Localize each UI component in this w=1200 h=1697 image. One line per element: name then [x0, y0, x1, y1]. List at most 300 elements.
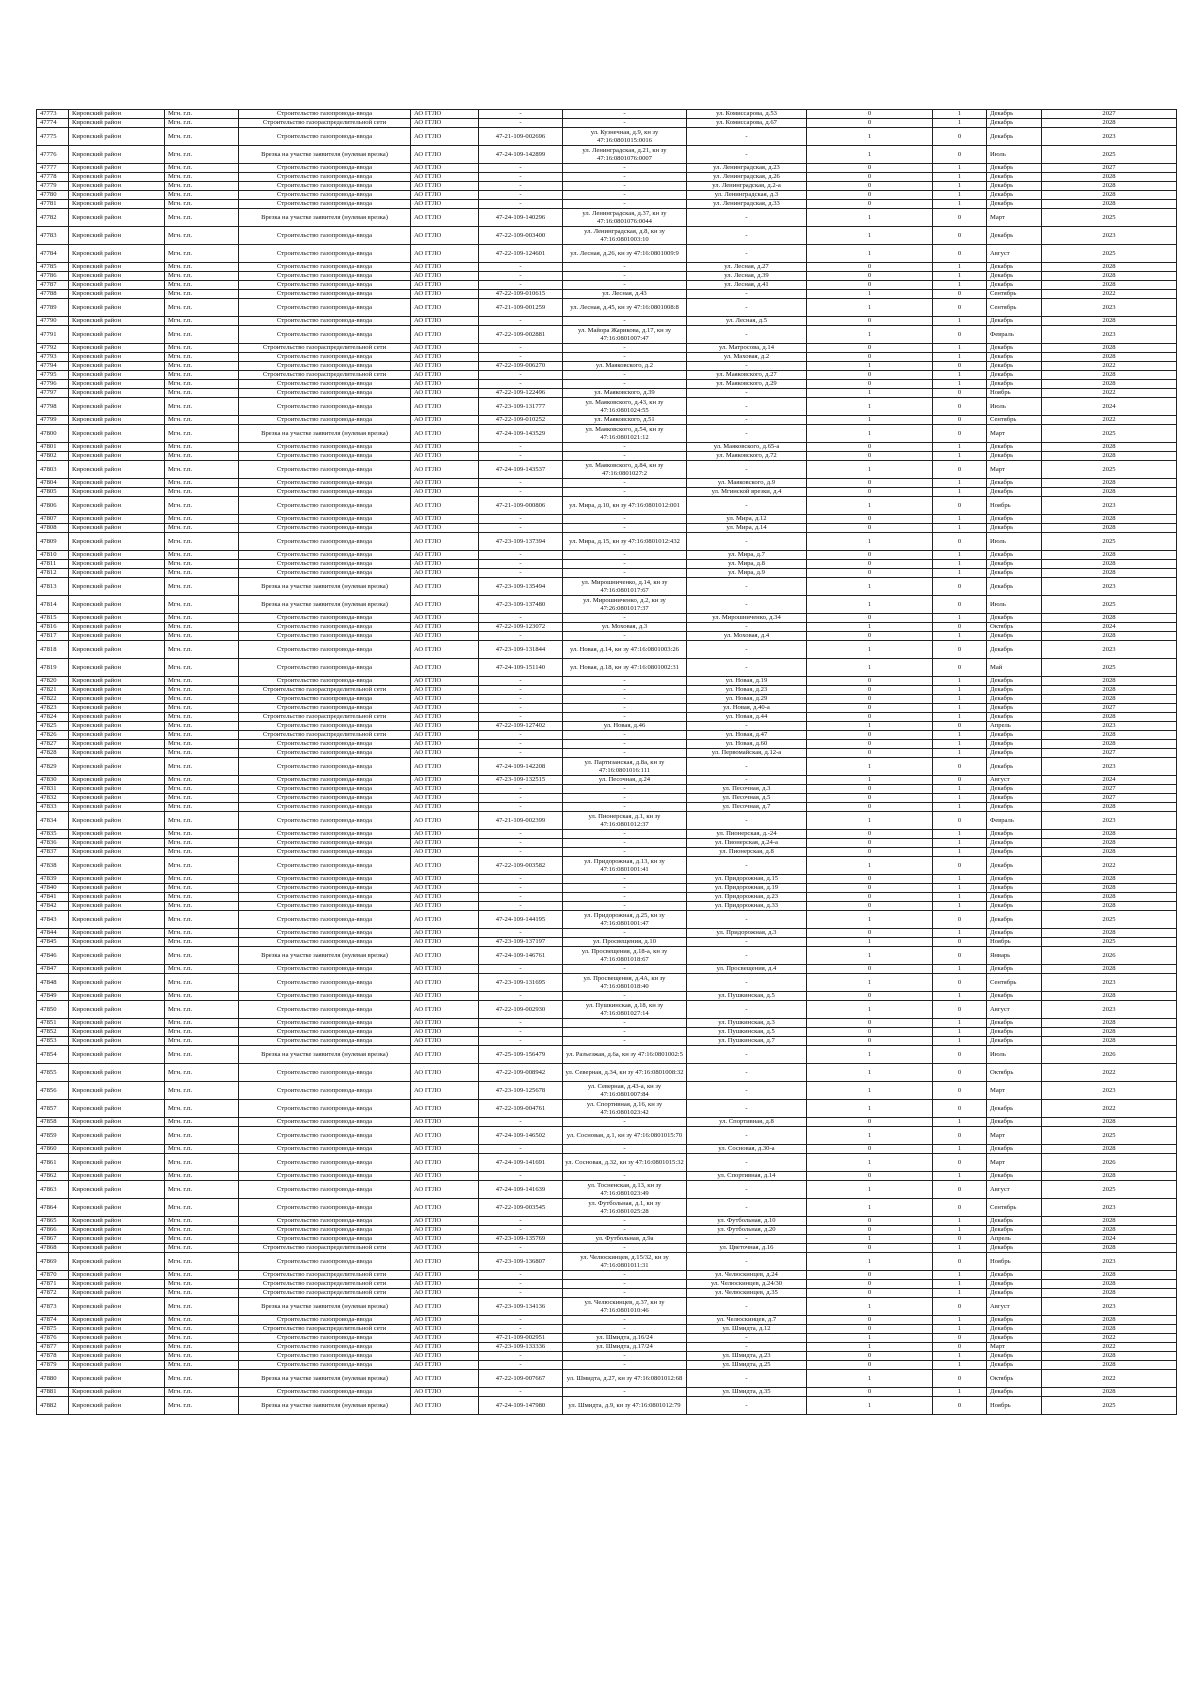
table-row [37, 1172, 1177, 1181]
table-row [37, 1064, 1177, 1082]
settlement-cell: Мгн. г.п. [165, 164, 239, 173]
organization-cell: АО ГГЛО [411, 632, 479, 641]
work-type-cell: Строительство газопровода-ввода [239, 569, 411, 578]
settlement-cell: Мгн. г.п. [165, 884, 239, 893]
application-number-cell: - [479, 1325, 563, 1334]
count-existing-cell: 0 [933, 722, 987, 731]
count-existing-cell: 1 [933, 479, 987, 488]
object-address-cell: - [687, 857, 807, 875]
row-number: 47852 [37, 1028, 69, 1037]
application-number-cell: 47-22-109-003545 [479, 1199, 563, 1217]
row-number: 47838 [37, 857, 69, 875]
work-type-cell: Строительство газораспределительной сети [239, 371, 411, 380]
district-cell: Кировский район [69, 362, 165, 371]
address-cell: - [563, 560, 687, 569]
table-row [37, 425, 1177, 443]
district-cell: Кировский район [69, 1082, 165, 1100]
address-cell: - [563, 1352, 687, 1361]
table-row [37, 1118, 1177, 1127]
table-row [37, 794, 1177, 803]
district-cell: Кировский район [69, 1019, 165, 1028]
table-row [37, 902, 1177, 911]
row-number: 47823 [37, 704, 69, 713]
application-number-cell: - [479, 1028, 563, 1037]
settlement-cell: Мгн. г.п. [165, 263, 239, 272]
object-address-cell: ул. Спортивная, д.14 [687, 1172, 807, 1181]
row-number: 47774 [37, 119, 69, 128]
year-cell: 2022 [1042, 362, 1177, 371]
table-row [37, 209, 1177, 227]
address-cell: ул. Просвещения, д.4А, кн зу 47:16:0801018:40 [563, 974, 687, 992]
district-cell: Кировский район [69, 551, 165, 560]
organization-cell: АО ГГЛО [411, 812, 479, 830]
row-number: 47781 [37, 200, 69, 209]
application-number-cell: - [479, 371, 563, 380]
count-existing-cell: 1 [933, 344, 987, 353]
month-cell: Декабрь [987, 569, 1042, 578]
year-cell: 2028 [1042, 884, 1177, 893]
application-number-cell: 47-23-109-133336 [479, 1343, 563, 1352]
table-row [37, 110, 1177, 119]
application-number-cell: - [479, 164, 563, 173]
object-address-cell: - [687, 1082, 807, 1100]
organization-cell: АО ГГЛО [411, 1325, 479, 1334]
organization-cell: АО ГГЛО [411, 1019, 479, 1028]
year-cell: 2023 [1042, 128, 1177, 146]
application-number-cell: 47-23-109-135494 [479, 578, 563, 596]
count-new-cell: 1 [807, 641, 933, 659]
work-type-cell: Строительство газопровода-ввода [239, 884, 411, 893]
settlement-cell: Мгн. г.п. [165, 326, 239, 344]
settlement-cell: Мгн. г.п. [165, 1388, 239, 1397]
settlement-cell: Мгн. г.п. [165, 533, 239, 551]
count-existing-cell: 1 [933, 848, 987, 857]
count-existing-cell: 1 [933, 686, 987, 695]
district-cell: Кировский район [69, 1046, 165, 1064]
application-number-cell: 47-23-109-131844 [479, 641, 563, 659]
count-new-cell: 0 [807, 992, 933, 1001]
count-new-cell: 0 [807, 1226, 933, 1235]
count-new-cell: 0 [807, 110, 933, 119]
count-new-cell: 0 [807, 551, 933, 560]
month-cell: Декабрь [987, 227, 1042, 245]
application-number-cell: - [479, 1226, 563, 1235]
year-cell: 2028 [1042, 344, 1177, 353]
object-address-cell: - [687, 209, 807, 227]
table-row [37, 290, 1177, 299]
organization-cell: АО ГГЛО [411, 992, 479, 1001]
district-cell: Кировский район [69, 1226, 165, 1235]
application-number-cell: 47-22-109-006270 [479, 362, 563, 371]
work-type-cell: Врезка на участке заявителя (нулевая врезка) [239, 1298, 411, 1316]
address-cell: - [563, 1028, 687, 1037]
year-cell: 2026 [1042, 1154, 1177, 1172]
row-number: 47840 [37, 884, 69, 893]
row-number: 47836 [37, 839, 69, 848]
work-type-cell: Строительство газопровода-ввода [239, 488, 411, 497]
month-cell: Декабрь [987, 1244, 1042, 1253]
count-new-cell: 0 [807, 281, 933, 290]
organization-cell: АО ГГЛО [411, 1064, 479, 1082]
settlement-cell: Мгн. г.п. [165, 443, 239, 452]
table-row [37, 803, 1177, 812]
work-type-cell: Строительство газопровода-ввода [239, 479, 411, 488]
address-cell: ул. Маяковского, д.2 [563, 362, 687, 371]
work-type-cell: Строительство газопровода-ввода [239, 398, 411, 416]
table-row [37, 695, 1177, 704]
row-number: 47881 [37, 1388, 69, 1397]
count-existing-cell: 1 [933, 731, 987, 740]
count-existing-cell: 1 [933, 965, 987, 974]
month-cell: Декабрь [987, 902, 1042, 911]
year-cell: 2028 [1042, 524, 1177, 533]
organization-cell: АО ГГЛО [411, 173, 479, 182]
year-cell: 2025 [1042, 245, 1177, 263]
count-new-cell: 1 [807, 659, 933, 677]
application-number-cell: 47-22-109-002881 [479, 326, 563, 344]
count-existing-cell: 1 [933, 614, 987, 623]
object-address-cell: - [687, 641, 807, 659]
table-row [37, 830, 1177, 839]
work-type-cell: Строительство газопровода-ввода [239, 1172, 411, 1181]
organization-cell: АО ГГЛО [411, 731, 479, 740]
year-cell: 2028 [1042, 875, 1177, 884]
settlement-cell: Мгн. г.п. [165, 1019, 239, 1028]
object-address-cell: ул. Новая, д.47 [687, 731, 807, 740]
work-type-cell: Строительство газопровода-ввода [239, 677, 411, 686]
row-number: 47809 [37, 533, 69, 551]
application-number-cell: 47-22-109-002930 [479, 1001, 563, 1019]
application-number-cell: - [479, 893, 563, 902]
count-existing-cell: 1 [933, 749, 987, 758]
count-existing-cell: 0 [933, 1082, 987, 1100]
district-cell: Кировский район [69, 911, 165, 929]
organization-cell: АО ГГЛО [411, 353, 479, 362]
year-cell: 2025 [1042, 938, 1177, 947]
district-cell: Кировский район [69, 1280, 165, 1289]
count-existing-cell: 1 [933, 1037, 987, 1046]
row-number: 47848 [37, 974, 69, 992]
month-cell: Декабрь [987, 911, 1042, 929]
settlement-cell: Мгн. г.п. [165, 569, 239, 578]
settlement-cell: Мгн. г.п. [165, 731, 239, 740]
row-number: 47818 [37, 641, 69, 659]
count-new-cell: 1 [807, 1253, 933, 1271]
row-number: 47795 [37, 371, 69, 380]
year-cell: 2028 [1042, 839, 1177, 848]
count-existing-cell: 1 [933, 677, 987, 686]
application-number-cell: 47-24-109-143529 [479, 425, 563, 443]
year-cell: 2023 [1042, 299, 1177, 317]
settlement-cell: Мгн. г.п. [165, 344, 239, 353]
organization-cell: АО ГГЛО [411, 362, 479, 371]
year-cell: 2027 [1042, 704, 1177, 713]
count-new-cell: 0 [807, 344, 933, 353]
count-existing-cell: 1 [933, 875, 987, 884]
object-address-cell: ул. Лесная, д.39 [687, 272, 807, 281]
address-cell: ул. Мирошниченко, д.2, кн зу 47:26:0801017:37 [563, 596, 687, 614]
work-type-cell: Строительство газопровода-ввода [239, 416, 411, 425]
work-type-cell: Строительство газопровода-ввода [239, 110, 411, 119]
address-cell: ул. Шмидта, д.16/24 [563, 1334, 687, 1343]
month-cell: Сентябрь [987, 1199, 1042, 1217]
district-cell: Кировский район [69, 371, 165, 380]
object-address-cell: - [687, 1154, 807, 1172]
count-existing-cell: 0 [933, 227, 987, 245]
month-cell: Март [987, 1154, 1042, 1172]
count-new-cell: 0 [807, 803, 933, 812]
district-cell: Кировский район [69, 659, 165, 677]
row-number: 47862 [37, 1172, 69, 1181]
month-cell: Июль [987, 533, 1042, 551]
month-cell: Апрель [987, 722, 1042, 731]
district-cell: Кировский район [69, 875, 165, 884]
application-number-cell: 47-24-109-141691 [479, 1154, 563, 1172]
address-cell: ул. Челюскинцев, д.15/32, кн зу 47:16:0801011:31 [563, 1253, 687, 1271]
month-cell: Декабрь [987, 1289, 1042, 1298]
organization-cell: АО ГГЛО [411, 1253, 479, 1271]
count-existing-cell: 0 [933, 128, 987, 146]
work-type-cell: Строительство газопровода-ввода [239, 794, 411, 803]
table-row [37, 1082, 1177, 1100]
year-cell: 2022 [1042, 416, 1177, 425]
district-cell: Кировский район [69, 191, 165, 200]
district-cell: Кировский район [69, 641, 165, 659]
count-existing-cell: 1 [933, 1280, 987, 1289]
month-cell: Январь [987, 947, 1042, 965]
settlement-cell: Мгн. г.п. [165, 704, 239, 713]
application-number-cell: - [479, 785, 563, 794]
settlement-cell: Мгн. г.п. [165, 110, 239, 119]
count-new-cell: 1 [807, 362, 933, 371]
table-row [37, 578, 1177, 596]
count-existing-cell: 0 [933, 1343, 987, 1352]
month-cell: Декабрь [987, 893, 1042, 902]
year-cell: 2028 [1042, 902, 1177, 911]
table-row [37, 1145, 1177, 1154]
month-cell: Декабрь [987, 794, 1042, 803]
row-number: 47822 [37, 695, 69, 704]
organization-cell: АО ГГЛО [411, 1100, 479, 1118]
address-cell: ул. Шмидта, д.27, кн зу 47:16:0801012:68 [563, 1370, 687, 1388]
table-row [37, 1235, 1177, 1244]
month-cell: Декабрь [987, 560, 1042, 569]
object-address-cell: ул. Челюскинцев, д.24/30 [687, 1280, 807, 1289]
object-address-cell: ул. Пионерская, д.-24 [687, 830, 807, 839]
count-existing-cell: 1 [933, 1019, 987, 1028]
table-row [37, 263, 1177, 272]
settlement-cell: Мгн. г.п. [165, 119, 239, 128]
count-new-cell: 1 [807, 722, 933, 731]
count-new-cell: 1 [807, 596, 933, 614]
table-row [37, 992, 1177, 1001]
address-cell: ул. Мира, д.10, кн зу 47:16:0801012:001 [563, 497, 687, 515]
year-cell: 2022 [1042, 1334, 1177, 1343]
year-cell: 2028 [1042, 992, 1177, 1001]
row-number: 47776 [37, 146, 69, 164]
settlement-cell: Мгн. г.п. [165, 497, 239, 515]
month-cell: Декабрь [987, 929, 1042, 938]
month-cell: Декабрь [987, 857, 1042, 875]
month-cell: Декабрь [987, 362, 1042, 371]
row-number: 47851 [37, 1019, 69, 1028]
object-address-cell: - [687, 227, 807, 245]
work-type-cell: Строительство газопровода-ввода [239, 1388, 411, 1397]
address-cell: ул. Новая, д.46 [563, 722, 687, 731]
settlement-cell: Мгн. г.п. [165, 1217, 239, 1226]
count-existing-cell: 1 [933, 1271, 987, 1280]
object-address-cell: - [687, 362, 807, 371]
settlement-cell: Мгн. г.п. [165, 425, 239, 443]
organization-cell: АО ГГЛО [411, 569, 479, 578]
month-cell: Декабрь [987, 281, 1042, 290]
row-number: 47853 [37, 1037, 69, 1046]
object-address-cell: - [687, 623, 807, 632]
table-row [37, 173, 1177, 182]
year-cell: 2028 [1042, 830, 1177, 839]
address-cell: - [563, 488, 687, 497]
month-cell: Декабрь [987, 1226, 1042, 1235]
count-new-cell: 1 [807, 533, 933, 551]
count-new-cell: 0 [807, 191, 933, 200]
address-cell: - [563, 380, 687, 389]
work-type-cell: Строительство газопровода-ввода [239, 812, 411, 830]
address-cell: - [563, 551, 687, 560]
address-cell: - [563, 893, 687, 902]
object-address-cell: ул. Новая, д.23 [687, 686, 807, 695]
object-address-cell: - [687, 290, 807, 299]
organization-cell: АО ГГЛО [411, 1280, 479, 1289]
address-cell: ул. Ленинградская, д.8, кн зу 47:16:0801003:10 [563, 227, 687, 245]
settlement-cell: Мгн. г.п. [165, 1343, 239, 1352]
count-new-cell: 0 [807, 686, 933, 695]
month-cell: Декабрь [987, 1028, 1042, 1037]
organization-cell: АО ГГЛО [411, 200, 479, 209]
year-cell: 2024 [1042, 1235, 1177, 1244]
work-type-cell: Строительство газопровода-ввода [239, 785, 411, 794]
table-row [37, 317, 1177, 326]
year-cell: 2028 [1042, 1019, 1177, 1028]
organization-cell: АО ГГЛО [411, 1082, 479, 1100]
settlement-cell: Мгн. г.п. [165, 182, 239, 191]
row-number: 47783 [37, 227, 69, 245]
organization-cell: АО ГГЛО [411, 686, 479, 695]
application-number-cell: 47-23-109-131695 [479, 974, 563, 992]
row-number: 47855 [37, 1064, 69, 1082]
row-number: 47816 [37, 623, 69, 632]
count-existing-cell: 0 [933, 326, 987, 344]
address-cell: - [563, 1019, 687, 1028]
count-new-cell: 0 [807, 632, 933, 641]
organization-cell: АО ГГЛО [411, 848, 479, 857]
row-number: 47866 [37, 1226, 69, 1235]
address-cell: - [563, 614, 687, 623]
count-existing-cell: 1 [933, 632, 987, 641]
count-new-cell: 1 [807, 1397, 933, 1415]
address-cell: ул. Сосновая, д.32, кн зу 47:16:0801015:32 [563, 1154, 687, 1172]
district-cell: Кировский район [69, 1397, 165, 1415]
work-type-cell: Строительство газопровода-ввода [239, 317, 411, 326]
count-existing-cell: 1 [933, 1316, 987, 1325]
district-cell: Кировский район [69, 1154, 165, 1172]
application-number-cell: - [479, 1244, 563, 1253]
work-type-cell: Врезка на участке заявителя (нулевая врезка) [239, 578, 411, 596]
address-cell: ул. Ленинградская, д.21, кн зу 47:16:0801076:0007 [563, 146, 687, 164]
object-address-cell: ул. Шмидта, д.23 [687, 1352, 807, 1361]
count-existing-cell: 1 [933, 569, 987, 578]
organization-cell: АО ГГЛО [411, 803, 479, 812]
count-new-cell: 0 [807, 1037, 933, 1046]
count-new-cell: 0 [807, 524, 933, 533]
object-address-cell: ул. Пионерская, д.8 [687, 848, 807, 857]
application-number-cell: - [479, 200, 563, 209]
application-number-cell: 47-23-109-136807 [479, 1253, 563, 1271]
object-address-cell: ул. Мира, д.14 [687, 524, 807, 533]
object-address-cell: ул. Придорожная, д.23 [687, 893, 807, 902]
year-cell: 2028 [1042, 1316, 1177, 1325]
year-cell: 2028 [1042, 1361, 1177, 1370]
month-cell: Декабрь [987, 371, 1042, 380]
count-new-cell: 0 [807, 1145, 933, 1154]
year-cell: 2028 [1042, 965, 1177, 974]
table-row [37, 632, 1177, 641]
count-new-cell: 0 [807, 1361, 933, 1370]
row-number: 47841 [37, 893, 69, 902]
row-number: 47856 [37, 1082, 69, 1100]
row-number: 47860 [37, 1145, 69, 1154]
district-cell: Кировский район [69, 974, 165, 992]
work-type-cell: Строительство газопровода-ввода [239, 1019, 411, 1028]
object-address-cell: ул. Челюскинцев, д.35 [687, 1289, 807, 1298]
year-cell: 2022 [1042, 1064, 1177, 1082]
district-cell: Кировский район [69, 299, 165, 317]
organization-cell: АО ГГЛО [411, 1172, 479, 1181]
table-row [37, 497, 1177, 515]
settlement-cell: Мгн. г.п. [165, 1199, 239, 1217]
count-new-cell: 1 [807, 1235, 933, 1244]
object-address-cell: ул. Шмидта, д.12 [687, 1325, 807, 1334]
work-type-cell: Врезка на участке заявителя (нулевая врезка) [239, 1370, 411, 1388]
organization-cell: АО ГГЛО [411, 380, 479, 389]
count-existing-cell: 0 [933, 857, 987, 875]
year-cell: 2023 [1042, 974, 1177, 992]
application-number-cell: - [479, 1118, 563, 1127]
settlement-cell: Мгн. г.п. [165, 839, 239, 848]
work-type-cell: Строительство газопровода-ввода [239, 290, 411, 299]
district-cell: Кировский район [69, 992, 165, 1001]
table-row [37, 623, 1177, 632]
organization-cell: АО ГГЛО [411, 164, 479, 173]
year-cell: 2028 [1042, 1325, 1177, 1334]
table-row [37, 515, 1177, 524]
object-address-cell: ул. Лесная, д.27 [687, 263, 807, 272]
table-row [37, 1037, 1177, 1046]
count-existing-cell: 1 [933, 1352, 987, 1361]
year-cell: 2024 [1042, 623, 1177, 632]
district-cell: Кировский район [69, 731, 165, 740]
count-existing-cell: 1 [933, 515, 987, 524]
month-cell: Ноябрь [987, 497, 1042, 515]
application-number-cell: - [479, 830, 563, 839]
count-existing-cell: 1 [933, 830, 987, 839]
work-type-cell: Строительство газопровода-ввода [239, 704, 411, 713]
count-new-cell: 0 [807, 1118, 933, 1127]
application-number-cell: 47-24-109-141639 [479, 1181, 563, 1199]
count-new-cell: 1 [807, 389, 933, 398]
district-cell: Кировский район [69, 1199, 165, 1217]
organization-cell: АО ГГЛО [411, 965, 479, 974]
settlement-cell: Мгн. г.п. [165, 641, 239, 659]
